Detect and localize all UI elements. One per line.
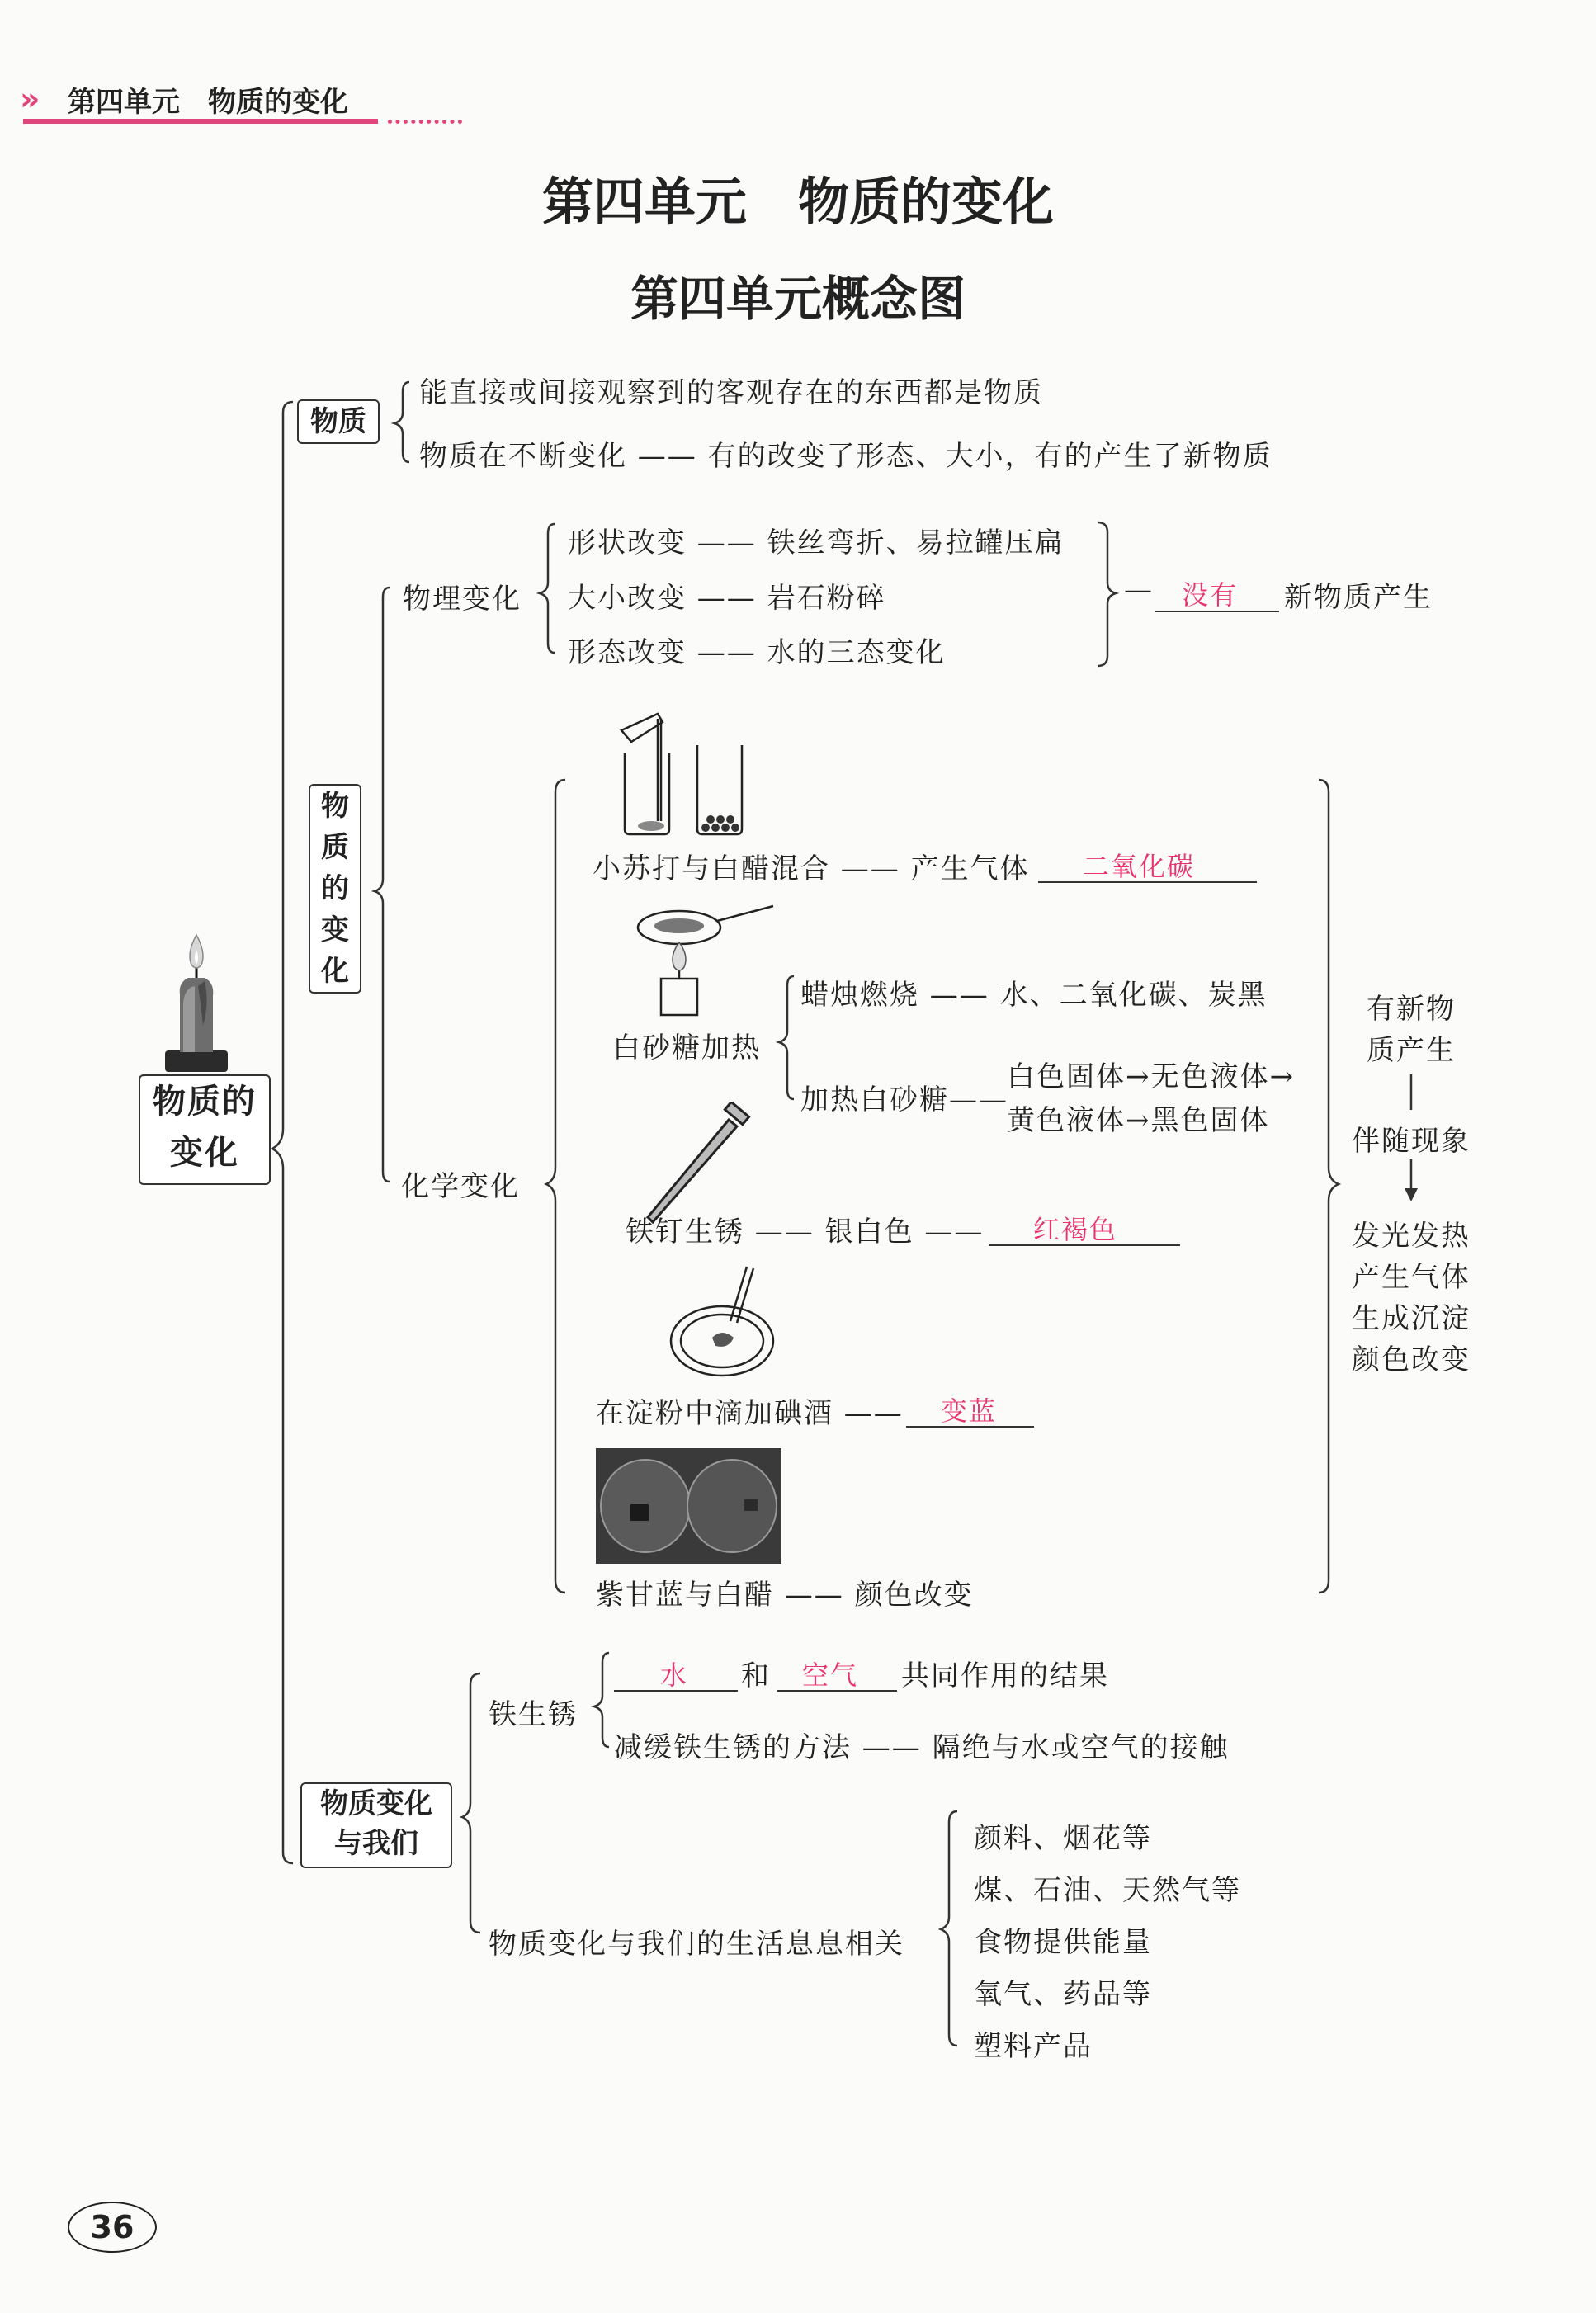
matter-definition: 能直接或间接观察到的客观存在的东西都是物质 [419, 376, 1043, 409]
life-item-plastic: 塑料产品 [974, 2030, 1093, 2063]
spoon-heating-icon [631, 899, 780, 1023]
starch-answer-underline [906, 1426, 1034, 1428]
heat-sugar-line1: 白色固体→无色液体→ [1007, 1060, 1295, 1093]
rust-answer-water: 水 [660, 1659, 689, 1691]
nail-answer: 红褐色 [1033, 1214, 1118, 1245]
rust-and: 和 [741, 1659, 771, 1692]
chevron-right-icon: » [20, 81, 40, 117]
physical-suffix: 新物质产生 [1284, 581, 1433, 614]
life-item-oxygen: 氧气、药品等 [974, 1978, 1152, 2011]
header-unit-label: 第四单元 [68, 86, 180, 119]
change-node: 物质的变化 [309, 784, 361, 994]
phenomenon-color: 颜色改变 [1352, 1343, 1471, 1376]
page-number: 36 [68, 2202, 157, 2253]
rust-label: 铁生锈 [489, 1698, 578, 1731]
matter-node: 物质 [297, 399, 380, 444]
matter-changing: 物质在不断变化 —— 有的改变了形态、大小，有的产生了新物质 [419, 440, 1273, 473]
heat-sugar-line2: 黄色液体→黑色固体 [1007, 1104, 1270, 1137]
physical-change-label: 物理变化 [403, 583, 522, 616]
life-label: 物质变化与我们的生活息息相关 [489, 1928, 904, 1961]
phenomenon-gas: 产生气体 [1352, 1261, 1471, 1294]
summary-new-matter-1: 有新物 [1367, 993, 1456, 1026]
rust-air-underline [777, 1690, 897, 1692]
life-item-fuel: 煤、石油、天然气等 [974, 1874, 1241, 1907]
physical-answer-underline [1155, 611, 1279, 612]
phenomenon-light-heat: 发光发热 [1352, 1220, 1471, 1253]
root-node-label: 物质的变化 [139, 1074, 271, 1185]
physical-state: 形态改变 —— 水的三态变化 [568, 636, 946, 669]
beaker-pour-icon [615, 706, 772, 838]
rust-answer-air: 空气 [802, 1659, 859, 1691]
chemical-change-label: 化学变化 [401, 1170, 520, 1203]
summary-accompany: 伴随现象 [1352, 1125, 1471, 1158]
page-subtitle: 第四单元概念图 [630, 271, 966, 327]
soda-vinegar-text: 小苏打与白醋混合 —— 产生气体 [593, 852, 1030, 885]
physical-dash: — [1124, 574, 1154, 607]
rust-water-underline [614, 1690, 738, 1692]
life-item-pigment: 颜料、烟花等 [974, 1822, 1152, 1855]
soda-answer: 二氧化碳 [1083, 851, 1196, 882]
summary-new-matter-2: 质产生 [1367, 1034, 1456, 1067]
cabbage-dishes-photo [596, 1448, 781, 1564]
physical-size: 大小改变 —— 岩石粉碎 [568, 582, 886, 615]
arrow-down-icon [1405, 1188, 1418, 1201]
nail-icon [640, 1102, 755, 1225]
rust-result: 共同作用的结果 [901, 1659, 1109, 1692]
cabbage-vinegar-text: 紫甘蓝与白醋 —— 颜色改变 [596, 1579, 974, 1612]
life-item-food: 食物提供能量 [974, 1926, 1152, 1959]
physical-shape: 形状改变 —— 铁丝弯折、易拉罐压扁 [568, 526, 1065, 559]
starch-answer: 变蓝 [941, 1395, 998, 1427]
us-node: 物质变化 与我们 [300, 1782, 452, 1868]
candle-burning-text: 蜡烛燃烧 —— 水、二氧化碳、炭黑 [800, 979, 1268, 1012]
physical-answer: 没有 [1182, 579, 1239, 611]
heat-sugar-label: 加热白砂糖—— [800, 1083, 1008, 1116]
nail-answer-underline [989, 1244, 1180, 1246]
page-title: 第四单元 物质的变化 [541, 172, 1054, 232]
soda-answer-underline [1038, 881, 1257, 883]
rust-slow-method: 减缓铁生锈的方法 —— 隔绝与水或空气的接触 [614, 1731, 1230, 1764]
candle-icon [155, 928, 238, 1073]
starch-iodine-text: 在淀粉中滴加碘酒 —— [596, 1397, 904, 1430]
sugar-heating-label: 白砂糖加热 [612, 1031, 761, 1064]
phenomenon-precipitate: 生成沉淀 [1352, 1302, 1471, 1335]
dish-dropper-icon [664, 1258, 788, 1382]
nail-rust-text: 铁钉生锈 —— 银白色 —— [626, 1216, 985, 1249]
header-unit-topic: 物质的变化 [208, 86, 348, 119]
